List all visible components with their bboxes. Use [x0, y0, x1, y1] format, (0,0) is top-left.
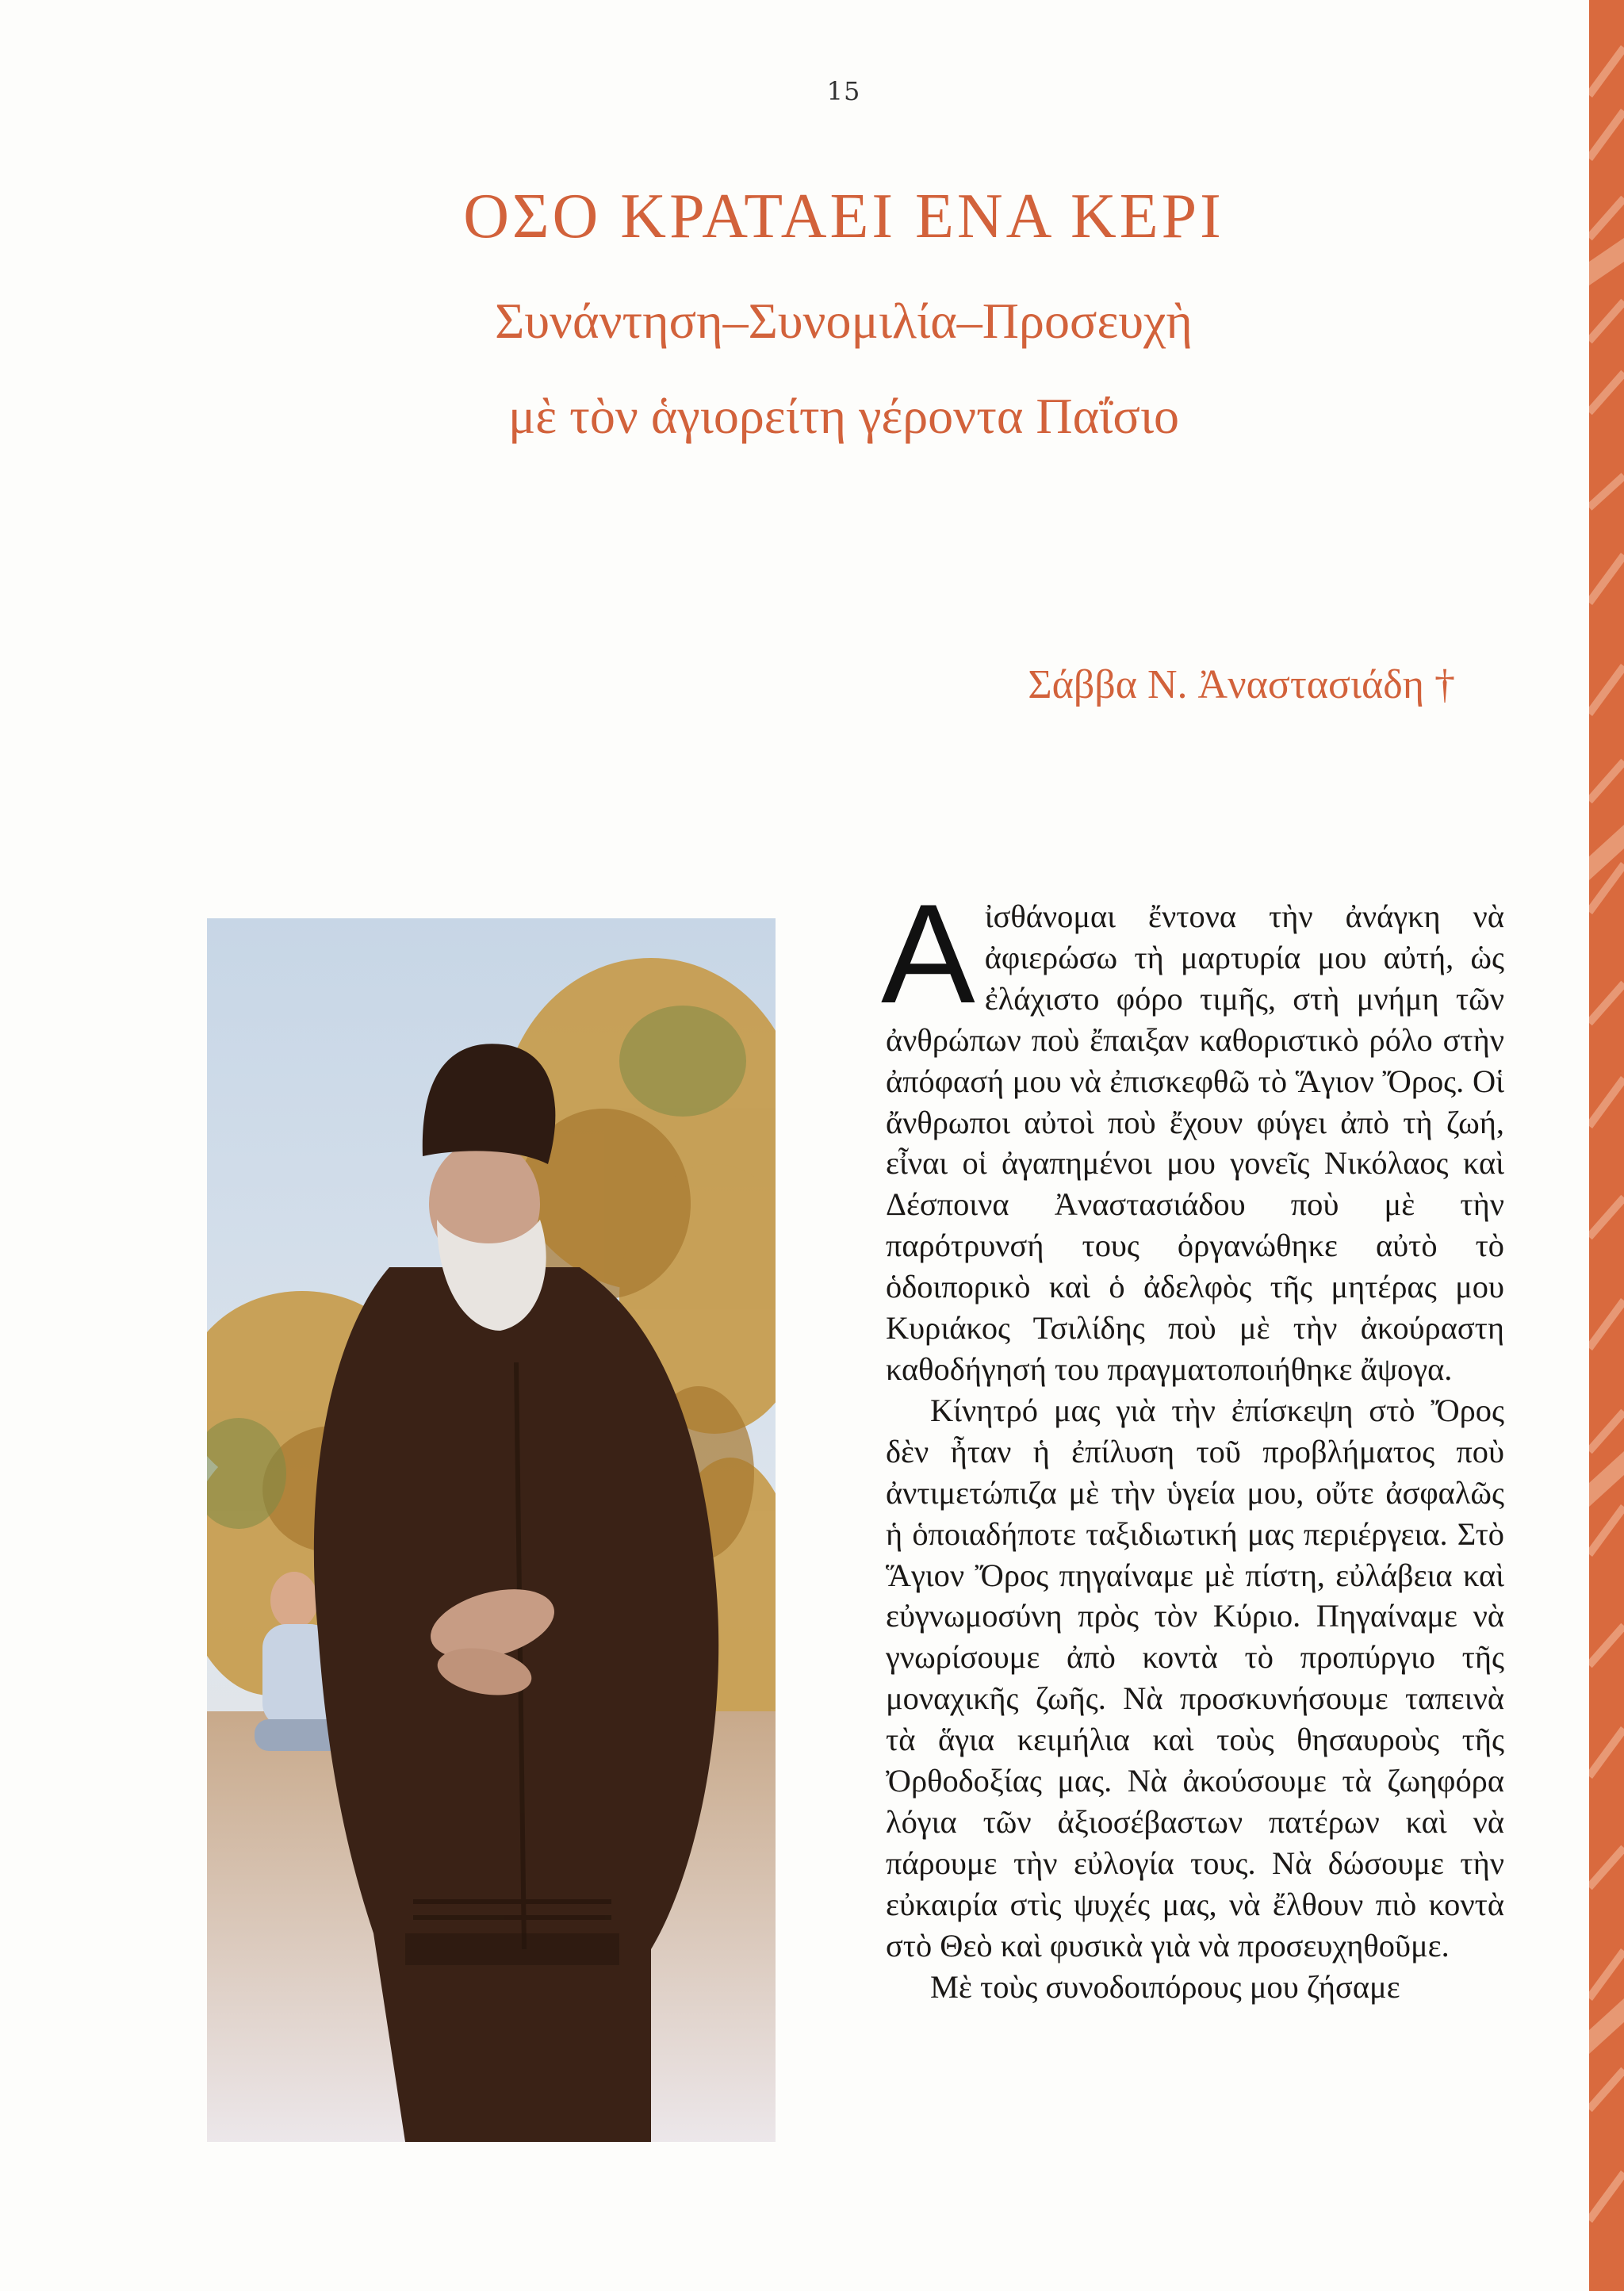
author-byline: Σάββα Ν. Ἀναστασιάδη † [1028, 662, 1455, 707]
elder-photograph [207, 918, 776, 2142]
article-title: ΟΣΟ ΚΡΑΤΑΕΙ ΕΝΑ ΚΕΡΙ [463, 182, 1224, 251]
article-subtitle-line2: μὲ τὸν ἁγιορείτη γέροντα Παΐσιο [508, 388, 1180, 444]
drop-cap: Α [881, 875, 975, 1032]
paragraph-3: Μὲ τοὺς συνοδοιπόρους μου ζήσαμε [930, 1968, 1400, 2005]
paragraph-1 [881, 875, 1504, 1390]
paragraph-2: Κίνητρό μας γιὰ τὴν ἐπίσκεψη στὸ Ὄρος δὲν ἦταν ἡ ἐπίλυση τοῦ προβλήματος ποὺ ἀντιμετώπιζα μὲ τὴν ὑγεία μου, οὔτε ἀσφαλῶς ἡ ὁποιαδήποτε ταξιδιωτική μας περιέργεια. Στὸ Ἅγιον Ὄρος πηγαίναμε μὲ πίστη, εὐλάβεια καὶ εὐγνωμοσύνη πρὸς τὸν Κύριο. Πηγαίναμε νὰ γνωρίσουμε ἀπὸ κοντὰ τὸ προπύργιο τῆς μοναχικῆς ζωῆς. Νὰ προσκυνήσουμε ταπεινὰ τὰ ἅγια κειμήλια καὶ τοὺς θησαυροὺς τῆς Ὀρθοδοξίας μας. Νὰ ἀκούσουμε τὰ ζωηφόρα λόγια τῶν ἀξιοσέβαστων πατέρων καὶ νὰ πάρουμε τὴν εὐλογία τους. Νὰ δώσουμε τὴν εὐκαιρία στὶς ψυχές μας, νὰ ἔλθουν πιὸ κοντὰ στὸ Θεὸ καὶ φυσικὰ γιὰ νὰ προσευχηθοῦμε. [886, 1392, 1504, 1963]
article-body [881, 875, 1504, 2007]
photo-illustration [207, 918, 776, 2142]
page-number: 15 [826, 76, 861, 106]
article-subtitle-line1: Συνάντηση–Συνομιλία–Προσευχὴ [495, 293, 1193, 349]
paragraph-1-text: ἰσθάνομαι ἔντονα τὴν ἀνάγκη νὰ ἀφιερώσω τὴ μαρτυρία μου αὐτή, ὡς ἐλάχιστο φόρο τιμῆς, στὴ μνήμη τῶν ἀνθρώπων ποὺ ἔπαιξαν καθοριστικὸ ρόλο στὴν ἀπόφασή μου νὰ ἐπισκεφθῶ τὸ Ἅγιον Ὄρος. Οἱ ἄνθρωποι αὐτοὶ ποὺ ἔχουν φύγει ἀπὸ τὴ ζωή, εἶναι οἱ ἀγαπημένοι μου γονεῖς Νικόλαος καὶ Δέσποινα Ἀναστασιάδου ποὺ μὲ τὴν παρότρυνσή τους ὀργανώθηκε αὐτὸ τὸ ὁδοιπορικὸ καὶ ὁ ἀδελφὸς τῆς μητέρας μου Κυριάκος Τσιλίδης ποὺ μὲ τὴν ἀκούραστη καθοδήγησή του πραγματοποιήθηκε ἄψογα. [886, 898, 1504, 1387]
